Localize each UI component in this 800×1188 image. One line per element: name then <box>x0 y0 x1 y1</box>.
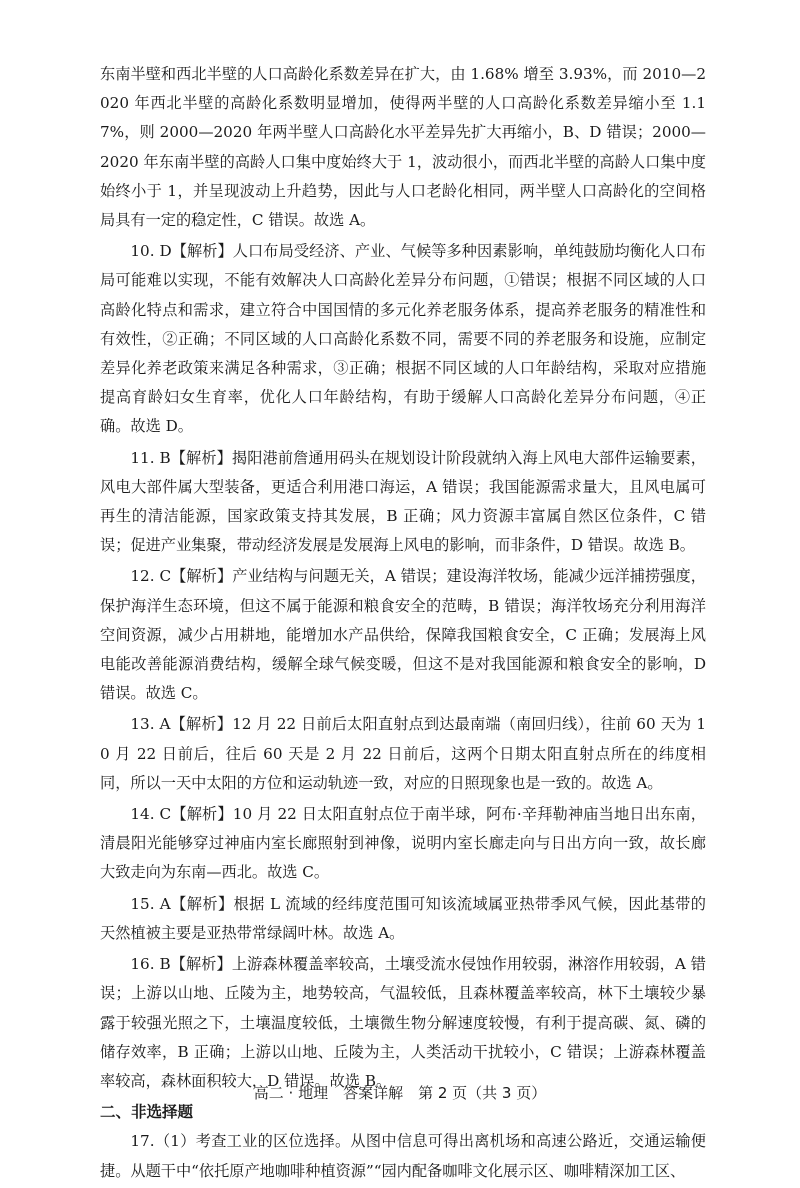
answer-page <box>100 60 706 1188</box>
answer-paragraph-p14: 14. C【解析】10 月 22 日太阳直射点位于南半球，阿布·辛拜勒神庙当地日出东南，清晨阳光能够穿过神庙内室长廊照射到神像，说明内室长廊走向与日出方向一致，故长廊大致走向为东南—西北。故选 C。 <box>100 805 706 882</box>
answer-paragraph-p9-cont: 东南半壁和西北半壁的人口高龄化系数差异在扩大，由 1.68% 增至 3.93%，而 2010—2020 年西北半壁的高龄化系数明显增加，使得两半壁的人口高龄化系数差异缩小至 1.17%，则 2000—2020 年两半壁人口高龄化水平差异先扩大再缩小，B、D 错误；2000—2020 年东南半壁的高龄人口集中度始终大于 1，波动很小，而西北半壁的高龄人口集中度始终小于 1，并呈现波动上升趋势，因此与人口老龄化相同，两半壁人口高龄化的空间格局具有一定的稳定性，C 错误。故选 A。 <box>100 65 706 230</box>
section-heading: 二、非选择题 <box>100 1103 194 1122</box>
answer-paragraph-p16: 16. B【解析】上游森林覆盖率较高，土壤受流水侵蚀作用较弱，淋溶作用较弱，A 错误；上游以山地、丘陵为主，地势较高，气温较低，且森林覆盖率较高，林下土壤较少暴露于较强光照之下，土壤温度较低，土壤微生物分解速度较慢，有利于提高碳、氮、磷的储存效率，B 正确；上游以山地、丘陵为主，人类活动干扰较小，C 错误；上游森林覆盖率较高，森林面积较大，D 错误。故选 B。 <box>100 955 706 1090</box>
answer-paragraph-p13: 13. A【解析】12 月 22 日前后太阳直射点到达最南端（南回归线），往前 60 天为 10 月 22 日前后，往后 60 天是 2 月 22 日前后，这两个日期太阳直射点所在的纬度相同，所以一天中太阳的方位和运动轨迹一致，对应的日照现象也是一致的。故选 A。 <box>100 715 706 792</box>
answer-paragraph-p12: 12. C【解析】产业结构与问题无关，A 错误；建设海洋牧场，能减少远洋捕捞强度，保护海洋生态环境，但这不属于能源和粮食安全的范畴，B 错误；海洋牧场充分利用海洋空间资源，减少占用耕地，能增加水产品供给，保障我国粮食安全，C 正确；发展海上风电能改善能源消费结构，缓解全球气候变暖，但这不是对我国能源和粮食安全的影响，D 错误。故选 C。 <box>100 567 706 703</box>
answer-paragraphs <box>100 60 706 1096</box>
page-footer: 高二 · 地理 答案详解 第 2 页（共 3 页） <box>253 1084 547 1102</box>
answer-paragraph-p11: 11. B【解析】揭阳港前詹通用码头在规划设计阶段就纳入海上风电大部件运输要素，风电大部件属大型装备，更适合利用港口海运，A 错误；我国能源需求量大，且风电属可再生的清洁能源，国家政策支持其发展，B 正确；风力资源丰富属自然区位条件，C 错误；促进产业集聚，带动经济发展是发展海上风电的影响，而非条件，D 错误。故选 B。 <box>100 448 706 555</box>
answer-paragraph-p17: 17.（1）考查工业的区位选择。从图中信息可得出离机场和高速公路近，交通运输便捷。从题干中“依托原产地咖啡种植资源”“园内配备咖啡文化展示区、咖啡精深加工区、 <box>100 1132 706 1180</box>
answer-paragraph-p10: 10. D【解析】人口布局受经济、产业、气候等多种因素影响，单纯鼓励均衡化人口布局可能难以实现，不能有效解决人口高龄化差异分布问题，①错误；根据不同区域的人口高龄化特点和需求，建立符合中国国情的多元化养老服务体系，提高养老服务的精准性和有效性，②正确；不同区域的人口高龄化系数不同，需要不同的养老服务和设施，应制定差异化养老政策来满足各种需求，③正确；根据不同区域的人口年龄结构，采取对应措施提高育龄妇女生育率，优化人口年龄结构，有助于缓解人口高龄化差异分布问题，④正确。故选 D。 <box>100 242 706 436</box>
answer-paragraphs-continued <box>100 1127 706 1185</box>
answer-paragraph-p15: 15. A【解析】根据 L 流域的经纬度范围可知该流域属亚热带季风气候，因此基带的天然植被主要是亚热带常绿阔叶林。故选 A。 <box>100 894 706 942</box>
